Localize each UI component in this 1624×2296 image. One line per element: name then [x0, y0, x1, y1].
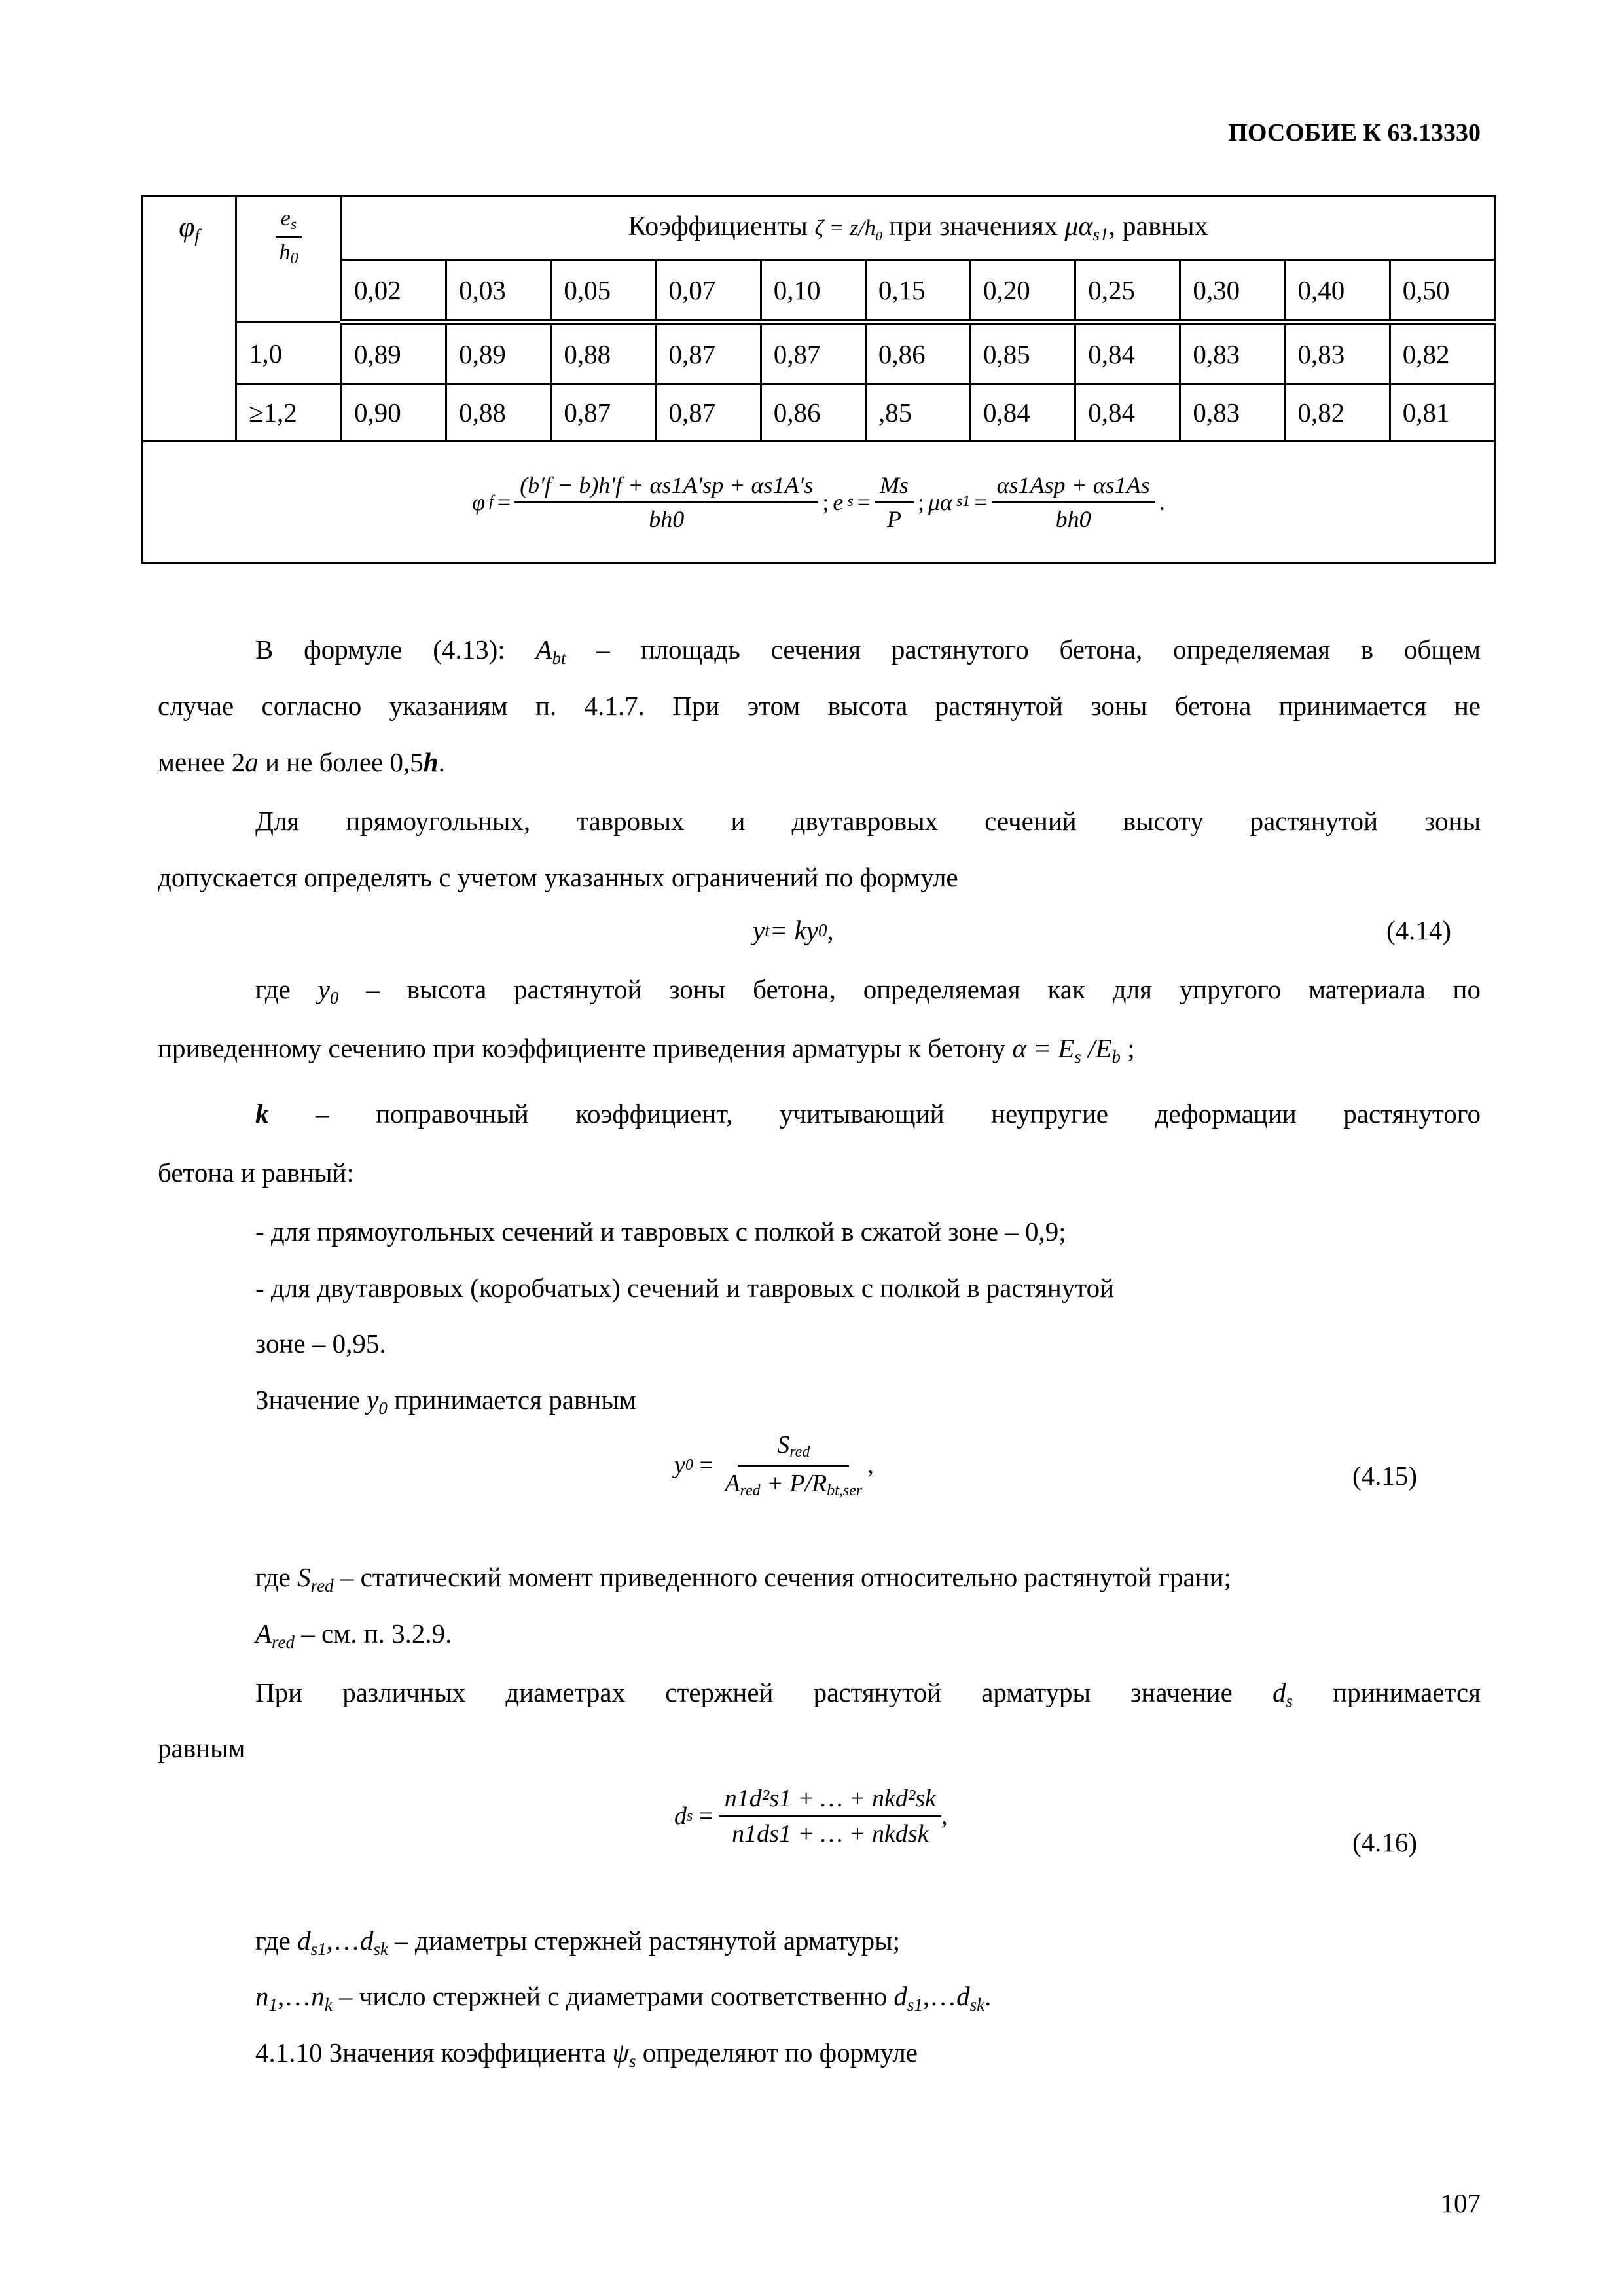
eq-lhs: d: [674, 1802, 687, 1830]
math-symbol: S: [297, 1562, 311, 1592]
text-run: случае согласно указаниям п. 4.1.7. При этом высота растянутой зоны бетона принимается не: [158, 691, 1481, 721]
mu-value-header: 0,40: [1285, 260, 1390, 323]
math-symbol: a: [245, 747, 259, 777]
equation-4-14: [753, 915, 834, 946]
text-line: [158, 744, 445, 780]
page-number: 107: [1440, 2188, 1481, 2218]
zeta-cell: 0,85: [971, 323, 1075, 384]
text-run: ,…: [326, 1925, 360, 1956]
eq-lhs-sub: s: [687, 1807, 693, 1825]
eq-end: ,: [827, 915, 834, 945]
phi-symbol: φ: [179, 211, 195, 243]
text-line: [158, 1730, 245, 1766]
math-symbol: /E: [1081, 1033, 1112, 1063]
zeta-cell: 0,89: [342, 323, 446, 384]
text-run: приведенному сечению при коэффициенте приведения арматуры к бетону: [158, 1033, 1013, 1063]
running-header: ПОСОБИЕ К 63.13330: [1228, 119, 1481, 147]
es-numerator: Ms: [875, 471, 914, 503]
phi-f-header: [143, 196, 236, 441]
math-symbol: d: [359, 1925, 374, 1956]
period: .: [1159, 488, 1165, 515]
text-run: – высота растянутой зоны бетона, определяемая как для упругого материала по: [338, 974, 1481, 1004]
mu-value-header: 0,02: [342, 260, 446, 323]
math-symbol: red: [310, 1576, 334, 1595]
equation-number: (4.15): [1352, 1461, 1418, 1491]
zeta-cell: 0,87: [656, 384, 761, 441]
text-line: [255, 1269, 1114, 1306]
text-run: При различных диаметрах стержней растянутой арматуры значение: [255, 1677, 1272, 1707]
math-symbol: 0: [329, 988, 339, 1008]
mu-value-header: 0,15: [865, 260, 970, 323]
math-symbol: d: [1272, 1677, 1286, 1707]
zeta-cell: 0,88: [551, 323, 656, 384]
mu-value-header: 0,25: [1075, 260, 1180, 323]
text-line: [158, 1030, 1135, 1075]
text-run: принимается: [1293, 1677, 1481, 1707]
math-symbol: y: [317, 974, 330, 1004]
text-run: – статический момент приведенного сечения относительно растянутой грани;: [333, 1562, 1231, 1592]
math-symbol: s: [1074, 1047, 1081, 1066]
text-run: – площадь сечения растянутого бетона, определяемая в общем: [566, 634, 1481, 665]
text-run: – диаметры стержней растянутой арматуры;: [388, 1925, 901, 1956]
text-line: [255, 1559, 1231, 1604]
mu-lhs-sub: s1: [956, 493, 971, 510]
equation-4-16: d s = $\frac{\text{n1d²s1 + … + nkd²sk}}{\text{n1ds1 + … + nkdsk}}$ ,: [674, 1785, 948, 1848]
math-symbol: d: [297, 1925, 311, 1956]
eq-numerator-sub: red: [789, 1444, 810, 1461]
math-symbol: sk: [969, 1995, 985, 2014]
eq-rhs-sub: 0: [818, 920, 827, 940]
math-symbol: d: [956, 1981, 970, 2011]
mu-value-header: 0,07: [656, 260, 761, 323]
math-symbol: n: [311, 1981, 325, 2011]
text-run: определяют по формуле: [636, 2037, 918, 2068]
math-symbol: A: [535, 634, 552, 665]
mu-value-header: 0,03: [446, 260, 551, 323]
eq-lhs: y: [674, 1451, 685, 1479]
es-h0-value: 1,0: [236, 323, 342, 384]
eq-denominator: n1ds1 + … + nkdsk: [732, 1820, 929, 1848]
mu-lhs: μα: [928, 488, 952, 515]
math-symbol: red: [272, 1632, 295, 1652]
es-lhs: e: [833, 488, 844, 515]
eq-numerator: S: [777, 1431, 790, 1459]
equation-number: (4.14): [1386, 915, 1452, 945]
separator: ;: [822, 488, 829, 515]
text-line: [158, 687, 1481, 724]
es-den: h: [279, 240, 291, 264]
math-symbol: b: [1111, 1047, 1121, 1066]
text-line: [255, 1325, 386, 1362]
zeta-cell: 0,89: [446, 323, 551, 384]
zeta-cell: 0,84: [971, 384, 1075, 441]
text-run: .: [438, 747, 445, 777]
equation-number: (4.16): [1352, 1827, 1418, 1857]
caption-zeta: ζ = z/h: [814, 216, 876, 240]
text-line: [255, 803, 1481, 839]
math-symbol: d: [893, 1981, 907, 2011]
es-denominator: P: [886, 505, 901, 532]
eq-numerator: n1d²s1 + … + nkd²sk: [719, 1784, 941, 1817]
text-run: где: [255, 1925, 298, 1956]
eq-lhs-sub: 0: [685, 1456, 693, 1474]
table-caption: [342, 196, 1495, 260]
caption-text-2: при значениях: [882, 211, 1065, 242]
mu-denominator: bh0: [1055, 505, 1091, 532]
mu-value-header: 0,10: [761, 260, 865, 323]
math-symbol: sk: [373, 1939, 388, 1959]
phi-lhs-sub: f: [489, 493, 494, 510]
text-run: – число стержней с диаметрами соответственно: [332, 1981, 894, 2011]
coefficient-table: [141, 195, 1496, 564]
eq-den-b-sub: bt,ser: [827, 1482, 863, 1499]
zeta-cell: 0,84: [1075, 384, 1180, 441]
text-line: [255, 631, 1481, 668]
math-symbol: y: [367, 1385, 379, 1415]
es-num: e: [280, 206, 291, 230]
caption-mu: μα: [1064, 211, 1093, 242]
text-run: менее 2: [158, 747, 245, 777]
text-line: [255, 1922, 900, 1967]
formula-cell: φ f = $\frac{(b'f - b)h'f + \alpha s1A'sp + \alpha s1A's}{bh0}$ ; e s = $\frac{Ms}{P}$ ; μα s1 = $\frac{\text{αs1Asp + αs1As}}{bh0}$ .: [143, 441, 1495, 563]
zeta-cell: 0,84: [1075, 323, 1180, 384]
mu-value-header: 0,05: [551, 260, 656, 323]
caption-text: Коэффициенты: [628, 211, 815, 242]
zeta-cell: 0,83: [1180, 323, 1285, 384]
text-run: равным: [158, 1733, 245, 1763]
eq-den-a-sub: red: [740, 1482, 761, 1499]
text-line: [255, 1978, 991, 2023]
text-run: Для прямоугольных, тавровых и двутавровых сечений высоту растянутой зоны: [255, 806, 1481, 836]
math-symbol: s1: [310, 1939, 327, 1959]
zeta-cell: 0,87: [656, 323, 761, 384]
zeta-cell: 0,88: [446, 384, 551, 441]
math-symbol: bt: [552, 648, 566, 668]
mu-value-header: 0,50: [1390, 260, 1494, 323]
text-run: В формуле (4.13):: [255, 634, 536, 665]
text-run: зоне – 0,95.: [255, 1328, 386, 1358]
math-symbol: A: [255, 1618, 272, 1649]
text-line: [255, 1213, 1066, 1250]
eq-lhs-sub: t: [765, 920, 770, 940]
eq-lhs: y: [753, 915, 765, 945]
text-run: ,…: [922, 1981, 957, 2011]
text-run: бетона и равный:: [158, 1157, 354, 1188]
es-den-sub: 0: [290, 250, 298, 267]
zeta-cell: 0,86: [865, 323, 970, 384]
math-symbol: h: [423, 747, 439, 777]
text-line: [255, 971, 1481, 1008]
phi-denominator: bh0: [649, 505, 685, 532]
text-run: – см. п. 3.2.9.: [295, 1618, 452, 1649]
zeta-cell: 0,86: [761, 384, 865, 441]
text-line: [255, 1095, 1481, 1132]
text-run: допускается определять с учетом указанных ограничений по формуле: [158, 862, 958, 892]
caption-mu-sub: s1: [1092, 225, 1109, 244]
zeta-cell: 0,87: [761, 323, 865, 384]
text-line: [255, 1381, 636, 1427]
mu-value-header: 0,30: [1180, 260, 1285, 323]
zeta-cell: 0,82: [1390, 323, 1494, 384]
caption-text-3: , равных: [1108, 211, 1208, 242]
zeta-cell: 0,81: [1390, 384, 1494, 441]
text-line: [158, 859, 958, 896]
es-lhs-sub: s: [847, 493, 854, 510]
zeta-cell: 0,87: [551, 384, 656, 441]
eq-end: ,: [867, 1451, 874, 1479]
es-num-sub: s: [290, 216, 297, 233]
zeta-cell: 0,83: [1285, 323, 1390, 384]
math-symbol: k: [324, 1995, 333, 2014]
math-symbol: n: [255, 1981, 269, 2011]
zeta-cell: 0,83: [1180, 384, 1285, 441]
math-symbol: 0: [378, 1398, 388, 1418]
text-run: где: [255, 1562, 298, 1592]
text-line: [255, 1674, 1481, 1711]
text-line: [158, 1154, 354, 1191]
separator: ;: [917, 488, 924, 515]
text-run: - для прямоугольных сечений и тавровых с полкой в сжатой зоне – 0,9;: [255, 1216, 1066, 1247]
math-symbol: 1: [268, 1995, 278, 2014]
zeta-cell: ,85: [865, 384, 970, 441]
mu-value-header: 0,20: [971, 260, 1075, 323]
math-symbol: s: [628, 2051, 636, 2071]
text-run: Значение: [255, 1385, 367, 1415]
phi-lhs: φ: [472, 488, 486, 515]
eq-end: ,: [941, 1802, 948, 1830]
es-h0-header: [236, 196, 342, 323]
eq-den-b: + P/R: [760, 1470, 827, 1497]
text-run: где: [255, 974, 318, 1004]
text-run: принимается равным: [387, 1385, 636, 1415]
math-symbol: α = E: [1012, 1033, 1075, 1063]
text-run: – поправочный коэффициент, учитывающий неупругие деформации растянутого: [268, 1099, 1481, 1129]
math-symbol: ψ: [612, 2037, 629, 2068]
phi-numerator: (b′f − b)h′f + αs1A′sp + αs1A′s: [514, 471, 818, 503]
math-symbol: k: [255, 1099, 269, 1129]
text-line: [255, 1615, 452, 1660]
math-symbol: s1: [907, 1995, 923, 2014]
text-run: и не более 0,5: [258, 747, 424, 777]
eq-den-a: A: [725, 1470, 740, 1497]
mu-numerator: αs1Asp + αs1As: [992, 471, 1155, 503]
math-symbol: s: [1286, 1691, 1293, 1711]
eq-rhs: = ky: [769, 915, 819, 945]
es-h0-value: ≥1,2: [236, 384, 342, 441]
text-run: ,…: [278, 1981, 312, 2011]
text-run: .: [984, 1981, 992, 2011]
caption-zeta-sub: 0: [875, 229, 882, 244]
phi-sub: f: [194, 226, 200, 246]
equation-4-15: y 0 = $\frac{\text{Sred}}{\text{Ared + P/Rbt,ser}}$ ,: [674, 1431, 874, 1499]
text-run: - для двутавровых (коробчатых) сечений и тавровых с полкой в растянутой: [255, 1273, 1115, 1303]
zeta-cell: 0,90: [342, 384, 446, 441]
text-run: ;: [1120, 1033, 1135, 1063]
text-run: 4.1.10 Значения коэффициента: [255, 2037, 613, 2068]
zeta-cell: 0,82: [1285, 384, 1390, 441]
text-line: [255, 2034, 918, 2079]
